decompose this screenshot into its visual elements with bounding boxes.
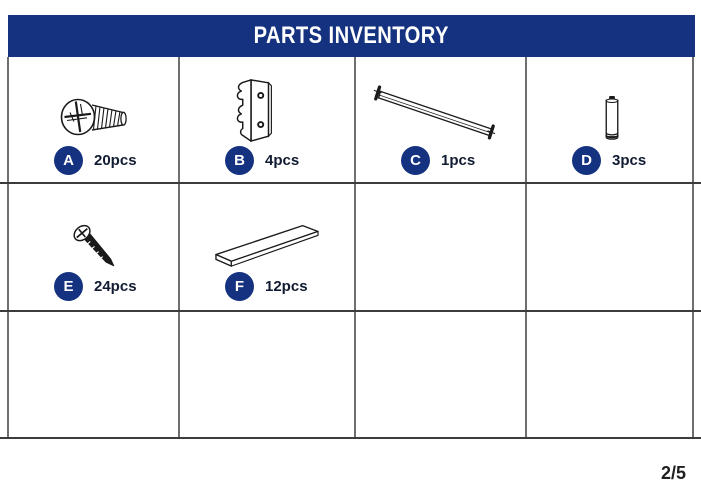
table-bottom-border: [0, 437, 701, 439]
table-cell-b: [180, 57, 356, 183]
table-cell-c: [356, 57, 527, 183]
wood-screw-icon: [9, 183, 178, 269]
empty-cell: [356, 311, 527, 438]
header-bar: [8, 15, 695, 57]
empty-cell: [527, 311, 696, 438]
empty-cell: [180, 311, 356, 438]
empty-cell: [9, 311, 180, 438]
hook-bracket-icon: [180, 57, 354, 143]
row-divider: [0, 310, 701, 312]
part-qty-a: 20pcs: [94, 152, 137, 169]
row-divider: [0, 182, 701, 184]
flat-bar-icon: [180, 183, 354, 269]
part-badge-e: E: [54, 272, 83, 301]
parts-table: [7, 57, 694, 438]
part-badge-b: B: [225, 146, 254, 175]
page-title: PARTS INVENTORY: [253, 22, 450, 49]
table-cell-e: [9, 183, 180, 311]
part-qty-c: 1pcs: [441, 152, 476, 169]
table-cell-d: [527, 57, 696, 183]
page-number: 2/5: [660, 463, 686, 483]
part-badge-a: A: [54, 146, 83, 175]
part-badge-d: D: [572, 146, 601, 175]
part-label-a: [54, 146, 137, 175]
part-label-d: [572, 146, 646, 175]
part-qty-f: 12pcs: [265, 278, 308, 295]
part-qty-e: 24pcs: [94, 278, 137, 295]
machine-screw-icon: [9, 57, 178, 143]
table-cell-a: [9, 57, 180, 183]
part-label-f: [225, 272, 308, 301]
part-qty-d: 3pcs: [612, 152, 647, 169]
part-label-b: [225, 146, 299, 175]
empty-cell: [527, 183, 696, 311]
part-label-e: [54, 272, 137, 301]
part-qty-b: 4pcs: [265, 152, 300, 169]
round-spacer-icon: [527, 57, 696, 143]
support-rail-icon: [356, 57, 525, 143]
part-label-c: [401, 146, 475, 175]
table-cell-f: [180, 183, 356, 311]
part-badge-f: F: [225, 272, 254, 301]
empty-cell: [356, 183, 527, 311]
part-badge-c: C: [401, 146, 430, 175]
